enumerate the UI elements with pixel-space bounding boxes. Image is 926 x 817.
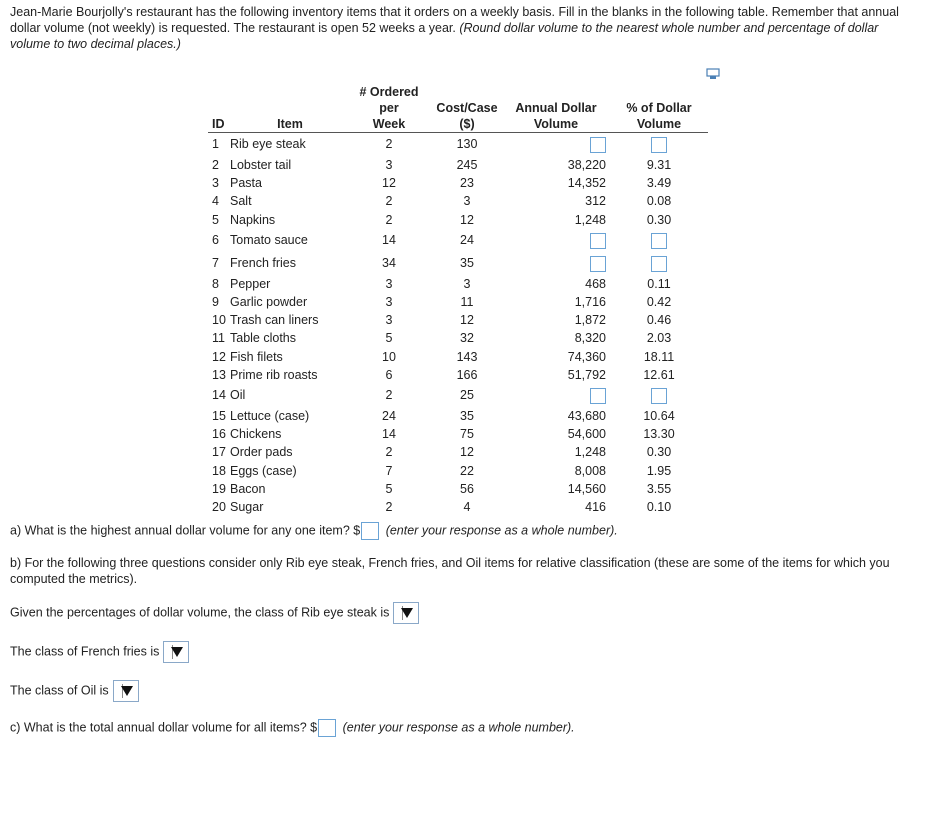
oil-class-dropdown[interactable] bbox=[113, 680, 139, 702]
cell-cost: 32 bbox=[460, 331, 474, 346]
percent-volume-input[interactable] bbox=[651, 137, 667, 153]
cell-id: 2 bbox=[212, 158, 219, 172]
cell-annual-dollar-volume bbox=[506, 229, 610, 252]
triangle-down-icon bbox=[121, 686, 133, 696]
cell-cost: 3 bbox=[463, 194, 471, 209]
cell-id: 1 bbox=[212, 137, 219, 152]
table-row bbox=[208, 293, 708, 311]
cell-percent-dollar-volume: 0.42 bbox=[646, 295, 672, 310]
cell-cost: 24 bbox=[460, 233, 474, 248]
percent-volume-input[interactable] bbox=[651, 388, 667, 404]
cell-id: 20 bbox=[212, 500, 226, 515]
cell-percent-dollar-volume: 3.55 bbox=[646, 481, 672, 496]
table-row bbox=[208, 425, 708, 443]
cell-annual-dollar-volume: 312 bbox=[585, 194, 606, 209]
cell-percent-dollar-volume bbox=[610, 229, 708, 252]
cell-id: 9 bbox=[212, 295, 219, 310]
cell-ordered: 5 bbox=[385, 481, 393, 496]
annual-volume-input[interactable] bbox=[590, 388, 606, 404]
copy-table-icon[interactable] bbox=[706, 68, 720, 80]
cell-id: 15 bbox=[212, 409, 226, 424]
cell-item: Pasta bbox=[230, 176, 262, 191]
cell-item: Salt bbox=[230, 194, 252, 209]
cell-cost: 56 bbox=[460, 481, 474, 496]
cell-ordered: 2 bbox=[385, 137, 393, 152]
header-cost: Cost/Case ($) bbox=[436, 101, 498, 131]
cell-item: Garlic powder bbox=[230, 295, 308, 310]
cell-cost: 23 bbox=[460, 176, 474, 191]
cell-id: 5 bbox=[212, 212, 219, 227]
header-ordered: # Ordered per Week bbox=[359, 85, 419, 131]
table-row bbox=[208, 133, 708, 157]
cell-cost: 22 bbox=[460, 463, 474, 478]
table-row bbox=[208, 252, 708, 275]
cell-annual-dollar-volume: 43,680 bbox=[567, 409, 606, 424]
question-b-french-fries: The class of French fries is bbox=[10, 641, 189, 663]
cell-annual-dollar-volume bbox=[506, 252, 610, 275]
cell-item: Table cloths bbox=[230, 331, 297, 346]
rib-eye-class-dropdown[interactable] bbox=[393, 602, 419, 624]
cell-item: Rib eye steak bbox=[230, 137, 306, 152]
question-b-rib-eye: Given the percentages of dollar volume, the class of Rib eye steak is bbox=[10, 602, 419, 624]
header-id: ID bbox=[212, 117, 225, 131]
cell-annual-dollar-volume: 8,008 bbox=[574, 463, 606, 478]
cell-ordered: 10 bbox=[382, 349, 396, 364]
cell-cost: 35 bbox=[460, 256, 474, 271]
header-item: Item bbox=[277, 117, 303, 131]
table-row bbox=[208, 174, 708, 192]
cell-item: Trash can liners bbox=[230, 313, 319, 328]
cell-ordered: 2 bbox=[385, 445, 393, 460]
table-row bbox=[208, 211, 708, 229]
cell-item: Lobster tail bbox=[230, 158, 292, 172]
cell-ordered: 24 bbox=[382, 409, 396, 424]
cell-cost: 4 bbox=[463, 500, 471, 515]
triangle-down-icon bbox=[171, 647, 183, 657]
table-row bbox=[208, 156, 708, 174]
total-volume-input[interactable] bbox=[318, 719, 336, 737]
cell-ordered: 12 bbox=[382, 176, 396, 191]
cell-ordered: 3 bbox=[385, 276, 393, 291]
cell-item: Oil bbox=[230, 388, 246, 403]
cell-cost: 35 bbox=[460, 409, 474, 424]
cell-percent-dollar-volume: 0.46 bbox=[646, 313, 672, 328]
annual-volume-input[interactable] bbox=[590, 137, 606, 153]
cell-cost: 75 bbox=[460, 427, 474, 442]
cell-ordered: 2 bbox=[385, 388, 393, 403]
cell-annual-dollar-volume bbox=[506, 133, 610, 157]
table-row bbox=[208, 192, 708, 210]
cell-id: 13 bbox=[212, 367, 226, 382]
cell-percent-dollar-volume bbox=[610, 252, 708, 275]
cell-percent-dollar-volume: 0.08 bbox=[646, 194, 672, 209]
percent-volume-input[interactable] bbox=[651, 256, 667, 272]
cell-item: Lettuce (case) bbox=[230, 409, 310, 424]
cell-cost: 143 bbox=[456, 349, 478, 364]
question-b: b) For the following three questions consider only Rib eye steak, French fries, and Oil items for relative classification (these are some of the items for which you computed the metrics). bbox=[10, 556, 890, 586]
question-c: c) What is the total annual dollar volume for all items? $ (enter your response as a whole number). bbox=[10, 719, 575, 737]
cell-percent-dollar-volume: 0.10 bbox=[646, 500, 672, 515]
cell-annual-dollar-volume: 8,320 bbox=[574, 331, 606, 346]
cell-cost: 25 bbox=[460, 388, 474, 403]
cell-item: Eggs (case) bbox=[230, 463, 297, 478]
cell-item: Order pads bbox=[230, 445, 293, 460]
header-percent-dollar-volume: % of Dollar Volume bbox=[626, 101, 692, 131]
intro-note: (Round dollar volume to the nearest whole number and percentage of dollar volume to two decimal places.) bbox=[10, 21, 879, 51]
cell-item: Chickens bbox=[230, 427, 282, 442]
cell-id: 4 bbox=[212, 194, 219, 209]
cell-percent-dollar-volume: 12.61 bbox=[643, 367, 675, 382]
cell-annual-dollar-volume: 1,872 bbox=[574, 313, 606, 328]
cell-ordered: 2 bbox=[385, 500, 393, 515]
cell-ordered: 2 bbox=[385, 212, 393, 227]
cell-item: Fish filets bbox=[230, 349, 283, 364]
cell-annual-dollar-volume: 74,360 bbox=[567, 349, 606, 364]
cell-percent-dollar-volume: 13.30 bbox=[643, 427, 675, 442]
table-row bbox=[208, 275, 708, 293]
problem-intro bbox=[10, 4, 915, 52]
cell-ordered: 14 bbox=[382, 233, 396, 248]
cell-id: 17 bbox=[212, 445, 226, 460]
cell-annual-dollar-volume: 54,600 bbox=[567, 427, 606, 442]
cell-id: 11 bbox=[212, 331, 225, 346]
cell-annual-dollar-volume: 51,792 bbox=[567, 367, 606, 382]
question-a: a) What is the highest annual dollar volume for any one item? $ (enter your response as a whole number). bbox=[10, 522, 618, 540]
cell-annual-dollar-volume: 416 bbox=[585, 500, 606, 515]
table-row bbox=[208, 311, 708, 329]
intro-text: Jean-Marie Bourjolly's restaurant has the following inventory items that it orders on a weekly basis. Fill in the blanks in the following table. Remember that annual dollar volume (not weekly) is requested. The restaurant is open 52 weeks a year. bbox=[10, 5, 899, 35]
table-row bbox=[208, 229, 708, 252]
cell-ordered: 3 bbox=[385, 313, 393, 328]
cell-annual-dollar-volume: 14,560 bbox=[567, 481, 606, 496]
table-row bbox=[208, 407, 708, 425]
cell-id: 16 bbox=[212, 427, 226, 442]
cell-cost: 166 bbox=[456, 367, 478, 382]
cell-percent-dollar-volume: 0.11 bbox=[647, 276, 671, 291]
cell-percent-dollar-volume: 18.11 bbox=[643, 349, 675, 364]
cell-item: French fries bbox=[230, 256, 296, 271]
cell-id: 8 bbox=[212, 276, 219, 291]
table-row bbox=[208, 462, 708, 480]
triangle-down-icon bbox=[401, 608, 413, 618]
cell-item: Pepper bbox=[230, 276, 271, 291]
question-b-oil: The class of Oil is bbox=[10, 680, 139, 702]
cell-percent-dollar-volume bbox=[610, 133, 708, 157]
cell-id: 18 bbox=[212, 463, 226, 478]
cell-percent-dollar-volume: 9.31 bbox=[646, 158, 672, 172]
cell-annual-dollar-volume bbox=[506, 384, 610, 407]
cell-cost: 12 bbox=[460, 445, 474, 460]
cell-ordered: 3 bbox=[385, 158, 393, 172]
cell-percent-dollar-volume: 0.30 bbox=[646, 212, 672, 227]
table-row bbox=[208, 480, 708, 498]
cell-percent-dollar-volume: 3.49 bbox=[646, 176, 672, 191]
cell-ordered: 5 bbox=[385, 331, 393, 346]
cell-percent-dollar-volume bbox=[610, 384, 708, 407]
table-row bbox=[208, 366, 708, 384]
cell-id: 6 bbox=[212, 233, 219, 248]
cell-cost: 12 bbox=[460, 313, 474, 328]
cell-annual-dollar-volume: 468 bbox=[585, 276, 606, 291]
cell-percent-dollar-volume: 2.03 bbox=[646, 331, 672, 346]
cell-annual-dollar-volume: 1,248 bbox=[574, 212, 606, 227]
cell-ordered: 14 bbox=[382, 427, 396, 442]
cell-percent-dollar-volume: 1.95 bbox=[646, 463, 672, 478]
percent-volume-input[interactable] bbox=[651, 233, 667, 249]
cell-cost: 245 bbox=[456, 158, 478, 172]
cell-ordered: 2 bbox=[385, 194, 393, 209]
cell-cost: 3 bbox=[463, 276, 471, 291]
cell-cost: 130 bbox=[456, 137, 478, 152]
cell-ordered: 34 bbox=[382, 256, 396, 271]
cell-id: 12 bbox=[212, 349, 226, 364]
cell-annual-dollar-volume: 1,248 bbox=[574, 445, 606, 460]
cell-ordered: 3 bbox=[385, 295, 393, 310]
cell-id: 7 bbox=[212, 256, 219, 271]
highest-volume-input[interactable] bbox=[361, 522, 379, 540]
cell-item: Tomato sauce bbox=[230, 233, 308, 248]
cell-item: Bacon bbox=[230, 481, 266, 496]
cell-percent-dollar-volume: 0.30 bbox=[646, 445, 672, 460]
table-row bbox=[208, 384, 708, 407]
cell-cost: 12 bbox=[460, 212, 474, 227]
cell-id: 14 bbox=[212, 388, 226, 403]
cell-item: Napkins bbox=[230, 212, 276, 227]
table-row bbox=[208, 443, 708, 461]
cell-id: 10 bbox=[212, 313, 226, 328]
cell-id: 19 bbox=[212, 481, 226, 496]
cell-ordered: 7 bbox=[385, 463, 393, 478]
cell-annual-dollar-volume: 1,716 bbox=[574, 295, 606, 310]
cell-item: Sugar bbox=[230, 500, 264, 515]
table-row bbox=[208, 498, 708, 516]
french-fries-class-dropdown[interactable] bbox=[163, 641, 189, 663]
cell-annual-dollar-volume: 38,220 bbox=[567, 158, 606, 172]
inventory-table bbox=[208, 84, 708, 516]
cell-ordered: 6 bbox=[385, 367, 393, 382]
table-row bbox=[208, 329, 708, 347]
table-header-row bbox=[208, 84, 708, 133]
cell-item: Prime rib roasts bbox=[230, 367, 318, 382]
annual-volume-input[interactable] bbox=[590, 233, 606, 249]
cell-cost: 11 bbox=[460, 295, 474, 310]
cell-annual-dollar-volume: 14,352 bbox=[567, 176, 606, 191]
cell-id: 3 bbox=[212, 176, 219, 191]
annual-volume-input[interactable] bbox=[590, 256, 606, 272]
cell-percent-dollar-volume: 10.64 bbox=[643, 409, 675, 424]
table-row bbox=[208, 348, 708, 366]
header-annual-dollar-volume: Annual Dollar Volume bbox=[515, 101, 597, 131]
